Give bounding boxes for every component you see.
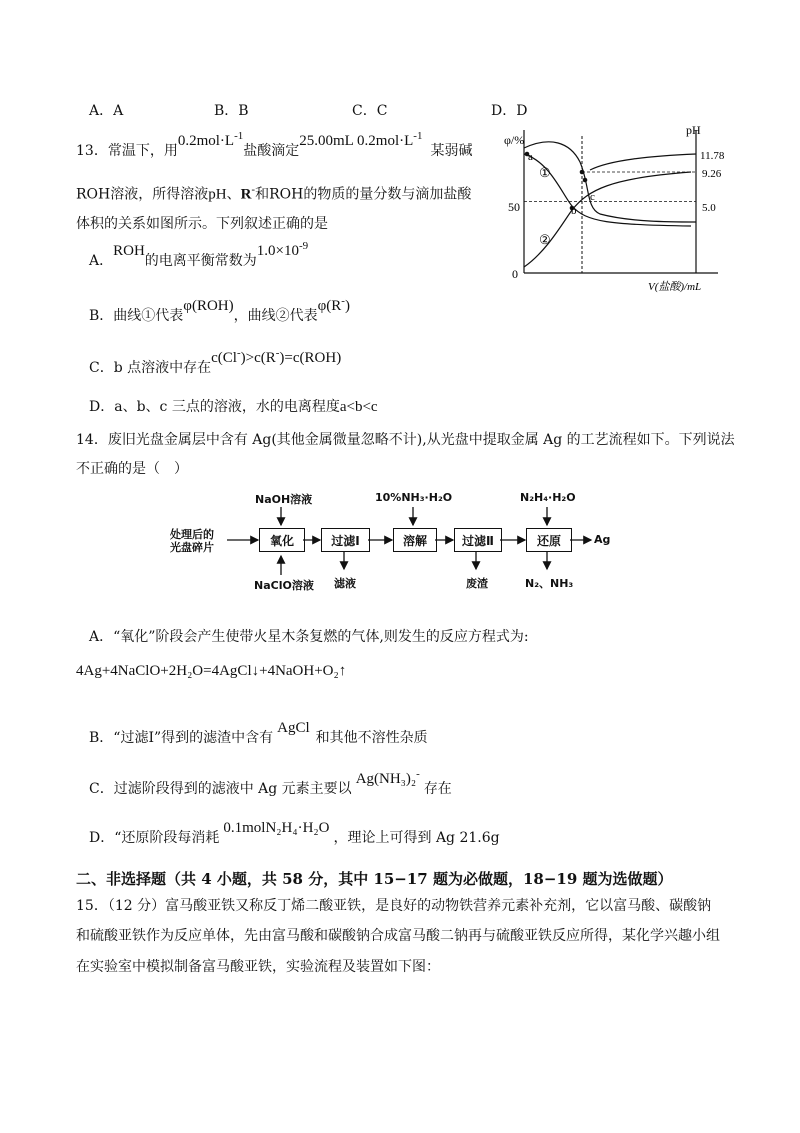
q12-option-c: C．C xyxy=(352,103,388,119)
curve-ph-upper xyxy=(590,154,696,170)
flow-box-reduce: 还原 xyxy=(526,528,572,552)
x-axis-label: V(盐酸)/mL xyxy=(648,281,702,293)
flow-reagent-naclo: NaClO溶液 xyxy=(254,579,314,592)
curve-ph xyxy=(524,142,696,222)
flow-reagent-nh3: 10%NH₃·H₂O xyxy=(375,491,453,504)
point-a-label: a xyxy=(528,151,533,163)
q13-stem-line1: 13．常温下，用$0.2mol\cdot L^{-1}$盐酸滴定25.00mL $0.2mol\cdot L^{-1}$某弱碱 xyxy=(76,130,473,159)
titration-chart xyxy=(500,118,725,296)
q13-stem-line3: 体积的关系如图所示。下列叙述正确的是 xyxy=(76,216,328,232)
q14-stem-line1: 14．废旧光盘金属层中含有 Ag(其他金属微量忽略不计),从光盘中提取金属 Ag 的工艺流程如下。下列说法 xyxy=(76,432,735,448)
q15-line3: 在实验室中模拟制备富马酸亚铁，实验流程及装置如下图： xyxy=(76,959,440,975)
q13-option-a: A．ROH的电离平衡常数为$1.0\times 10^{-9}$ xyxy=(89,240,309,269)
flow-reagent-naoh: NaOH溶液 xyxy=(255,493,313,506)
q14-option-b: B．“过滤Ⅰ”得到的滤渣中含有AgCl和其他不溶性杂质 xyxy=(89,720,428,746)
right-tick-50: 5.0 xyxy=(702,202,716,214)
y-left-label: φ/% xyxy=(504,133,525,147)
q12-option-b: B．B xyxy=(214,103,249,119)
point-c-label: c xyxy=(590,191,595,203)
curve-1-label: ① xyxy=(539,165,551,180)
section-2-heading: 二、非选择题（共 4 小题，共 58 分，其中 15−17 题为必做题，18−19 题为选做题） xyxy=(76,870,673,888)
flow-input-label-2: 光盘碎片 xyxy=(170,541,214,554)
curve-r-minus xyxy=(524,172,691,267)
curve-2-label: ② xyxy=(539,232,551,247)
q12-option-d: D．D xyxy=(491,103,528,119)
q14-stem-line2: 不正确的是（ ） xyxy=(76,461,188,477)
flow-gas-products: N₂、NH₃ xyxy=(525,577,574,590)
q13-option-b: B．曲线①代表φ(ROH)，曲线②代表φ(R-) xyxy=(89,295,350,324)
q14-option-c: C．过滤阶段得到的滤液中 Ag 元素主要以Ag(NH₃)₂-存在 xyxy=(89,768,452,797)
flow-residue: 废渣 xyxy=(466,577,488,590)
q13-option-c: C．b 点溶液中存在c(Cl-)>c(R-)=c(ROH) xyxy=(89,347,342,376)
y-tick-50: 50 xyxy=(508,200,520,214)
flow-box-dissolve: 溶解 xyxy=(393,528,437,552)
q12-option-a: A．A xyxy=(89,103,124,119)
right-tick-1178: 11.78 xyxy=(700,150,725,162)
flow-filtrate: 滤液 xyxy=(334,577,356,590)
q13-option-d: D．a、b、c 三点的溶液，水的电离程度a<b<c xyxy=(89,399,378,415)
q15-line2: 和硫酸亚铁作为反应单体，先由富马酸和碳酸钠合成富马酸二钠再与硫酸亚铁反应所得，某化学兴趣小组 xyxy=(76,928,720,944)
flow-output-ag: Ag xyxy=(594,533,611,546)
q14-option-d: D．“还原阶段每消耗0.1molN₂H₄·H₂O，理论上可得到 Ag 21.6g xyxy=(89,820,500,846)
q15-line1: 15．（12 分）富马酸亚铁又称反丁烯二酸亚铁，是良好的动物铁营养元素补充剂，它以富马酸、碳酸钠 xyxy=(76,898,712,914)
point-c xyxy=(583,178,588,183)
q14-option-a-equation: 4Ag+4NaClO+2H₂O=4AgCl↓+4NaOH+O₂↑ xyxy=(76,663,347,679)
flow-diagram xyxy=(170,485,620,595)
flow-box-oxidize: 氧化 xyxy=(259,528,305,552)
q14-option-a: A．“氧化”阶段会产生使带火星木条复燃的气体,则发生的反应方程式为: xyxy=(89,629,529,645)
point-eq xyxy=(580,170,585,175)
y-right-label: pH xyxy=(686,123,701,137)
flow-input-label-1: 处理后的 xyxy=(170,528,214,541)
y-tick-0: 0 xyxy=(512,267,518,281)
flow-reagent-n2h4: N₂H₄·H₂O xyxy=(520,491,576,504)
point-b-label: b xyxy=(571,205,577,217)
right-tick-926: 9.26 xyxy=(702,168,722,180)
flow-box-filter2: 过滤Ⅱ xyxy=(454,528,502,552)
q13-stem-line2: ROH溶液，所得溶液pH、R-和ROH的物质的量分数与滴加盐酸 xyxy=(76,183,472,203)
flow-box-filter1: 过滤Ⅰ xyxy=(321,528,370,552)
